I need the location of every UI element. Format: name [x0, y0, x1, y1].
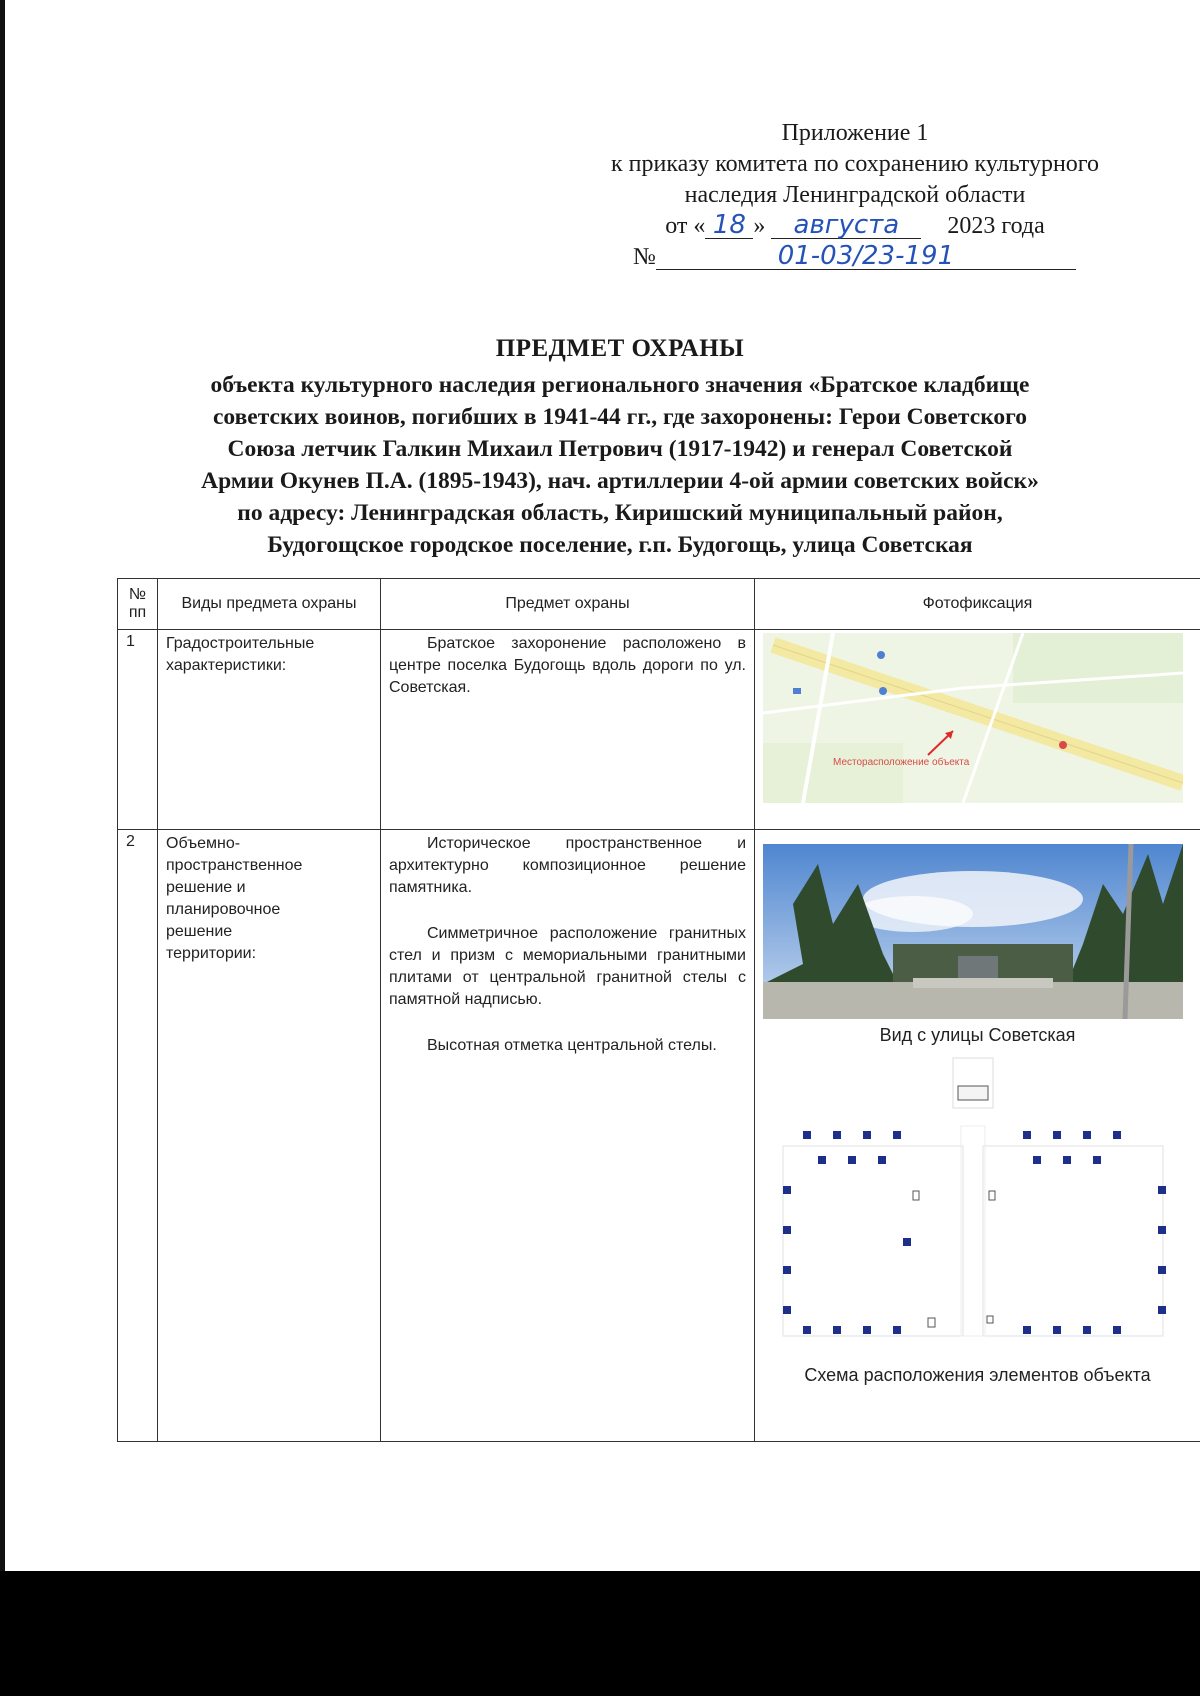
- scan-bottom-band: [0, 1571, 1200, 1696]
- grave-marker: [878, 1156, 886, 1164]
- grave-marker: [893, 1131, 901, 1139]
- table-row: [118, 630, 1200, 830]
- grave-marker: [903, 1238, 911, 1246]
- heading-title: ПРЕДМЕТ ОХРАНЫ: [495, 335, 745, 362]
- grave-marker: [1023, 1131, 1031, 1139]
- row-number: 2: [118, 830, 158, 1442]
- heading-line: Будогощское городское поселение, г.п. Будогощь, улица Советская: [267, 532, 973, 558]
- row-photo-cell: [755, 830, 1200, 1442]
- subject-paragraph: Высотная отметка центральной стелы.: [427, 1037, 717, 1054]
- grave-marker: [1158, 1266, 1166, 1274]
- kind-line: Объемно-: [166, 835, 241, 852]
- row-subject: [381, 630, 755, 830]
- heading-line: Союза летчик Галкин Михаил Петрович (1917-1942) и генерал Советской: [227, 436, 1013, 462]
- grave-marker: [783, 1306, 791, 1314]
- grave-marker: [1093, 1156, 1101, 1164]
- grave-marker: [1053, 1131, 1061, 1139]
- kind-line: пространственное: [166, 857, 303, 874]
- grave-marker: [1158, 1306, 1166, 1314]
- appendix-line-1: к приказу комитета по сохранению культурного: [610, 151, 1100, 177]
- location-map: [763, 633, 1183, 803]
- subject-paragraph: Историческое пространственное и архитектурно композиционное решение памятника.: [389, 835, 746, 896]
- layout-scheme: [763, 1056, 1183, 1361]
- grave-marker: [893, 1326, 901, 1334]
- grave-marker: [818, 1156, 826, 1164]
- header-number: № пп: [118, 579, 158, 630]
- grave-marker: [833, 1131, 841, 1139]
- grave-marker: [1158, 1226, 1166, 1234]
- protection-table: [117, 578, 1200, 1442]
- heading-line: советских воинов, погибших в 1941-44 гг., где захоронены: Герои Советского: [212, 404, 1028, 430]
- date-mid: »: [753, 213, 766, 239]
- kind-line: решение и: [166, 879, 246, 896]
- kind-line: территории:: [166, 945, 257, 962]
- number-label: №: [633, 244, 656, 270]
- photo-caption: Вид с улицы Советская: [879, 1025, 1076, 1045]
- grave-marker: [783, 1186, 791, 1194]
- grave-marker: [1158, 1186, 1166, 1194]
- kind-line: решение: [166, 923, 233, 940]
- grave-marker: [803, 1131, 811, 1139]
- heading-line: по адресу: Ленинградская область, Киришский муниципальный район,: [237, 500, 1003, 526]
- date-day-handwritten: 18: [705, 212, 753, 239]
- grave-marker: [848, 1156, 856, 1164]
- grave-marker: [1023, 1326, 1031, 1334]
- appendix-title: Приложение 1: [781, 120, 929, 146]
- appendix-number-line: [575, 242, 1135, 273]
- date-year: 2023 года: [947, 213, 1045, 239]
- central-stele: [958, 1086, 988, 1100]
- number-handwritten: 01-03/23-191: [656, 243, 1076, 270]
- grave-marker: [1033, 1156, 1041, 1164]
- grave-marker: [1113, 1131, 1121, 1139]
- row-kind: Градостроительные характеристики:: [158, 630, 381, 830]
- appendix-line-2: наследия Ленинградской области: [684, 182, 1026, 208]
- memorial-photo: [763, 844, 1183, 1019]
- grave-marker: [1053, 1326, 1061, 1334]
- appendix-date-line: [575, 211, 1135, 242]
- row-photo-cell: [755, 630, 1200, 830]
- subject-paragraph: Братское захоронение расположено в центре поселка Будогощь вдоль дороги по ул. Советская.: [389, 635, 746, 696]
- table-header-row: [118, 579, 1200, 630]
- grave-marker: [833, 1326, 841, 1334]
- grave-marker: [783, 1226, 791, 1234]
- heading-line: Армии Окунев П.А. (1895-1943), нач. артиллерии 4-ой армии советских войск»: [201, 468, 1039, 494]
- row-subject: [381, 830, 755, 1442]
- document-heading: [100, 335, 1140, 561]
- header-kind: Виды предмета охраны: [158, 579, 381, 630]
- heading-line: объекта культурного наследия регионального значения «Братское кладбище: [210, 372, 1030, 398]
- grave-marker: [863, 1326, 871, 1334]
- table-row: [118, 830, 1200, 1442]
- date-month-handwritten: августа: [771, 212, 921, 239]
- row-number: 1: [118, 630, 158, 830]
- grave-marker: [803, 1326, 811, 1334]
- row-kind: [158, 830, 381, 1442]
- grave-marker: [1083, 1326, 1091, 1334]
- grave-marker: [1063, 1156, 1071, 1164]
- grave-marker: [783, 1266, 791, 1274]
- subject-paragraph: Симметричное расположение гранитных стел и призм с мемориальными гранитными плитами от центральной гранитной стелы с памятной надписью.: [389, 925, 746, 1008]
- header-subject: Предмет охраны: [381, 579, 755, 630]
- date-prefix: от «: [665, 213, 706, 239]
- header-photo: Фотофиксация: [755, 579, 1200, 630]
- scheme-caption: Схема расположения элементов объекта: [804, 1365, 1151, 1385]
- grave-marker: [1083, 1131, 1091, 1139]
- grave-marker: [863, 1131, 871, 1139]
- kind-line: планировочное: [166, 901, 281, 918]
- grave-marker: [1113, 1326, 1121, 1334]
- appendix-block: [575, 118, 1135, 273]
- map-location-label: Месторасположение объекта: [833, 757, 970, 768]
- scan-edge: [0, 0, 5, 1696]
